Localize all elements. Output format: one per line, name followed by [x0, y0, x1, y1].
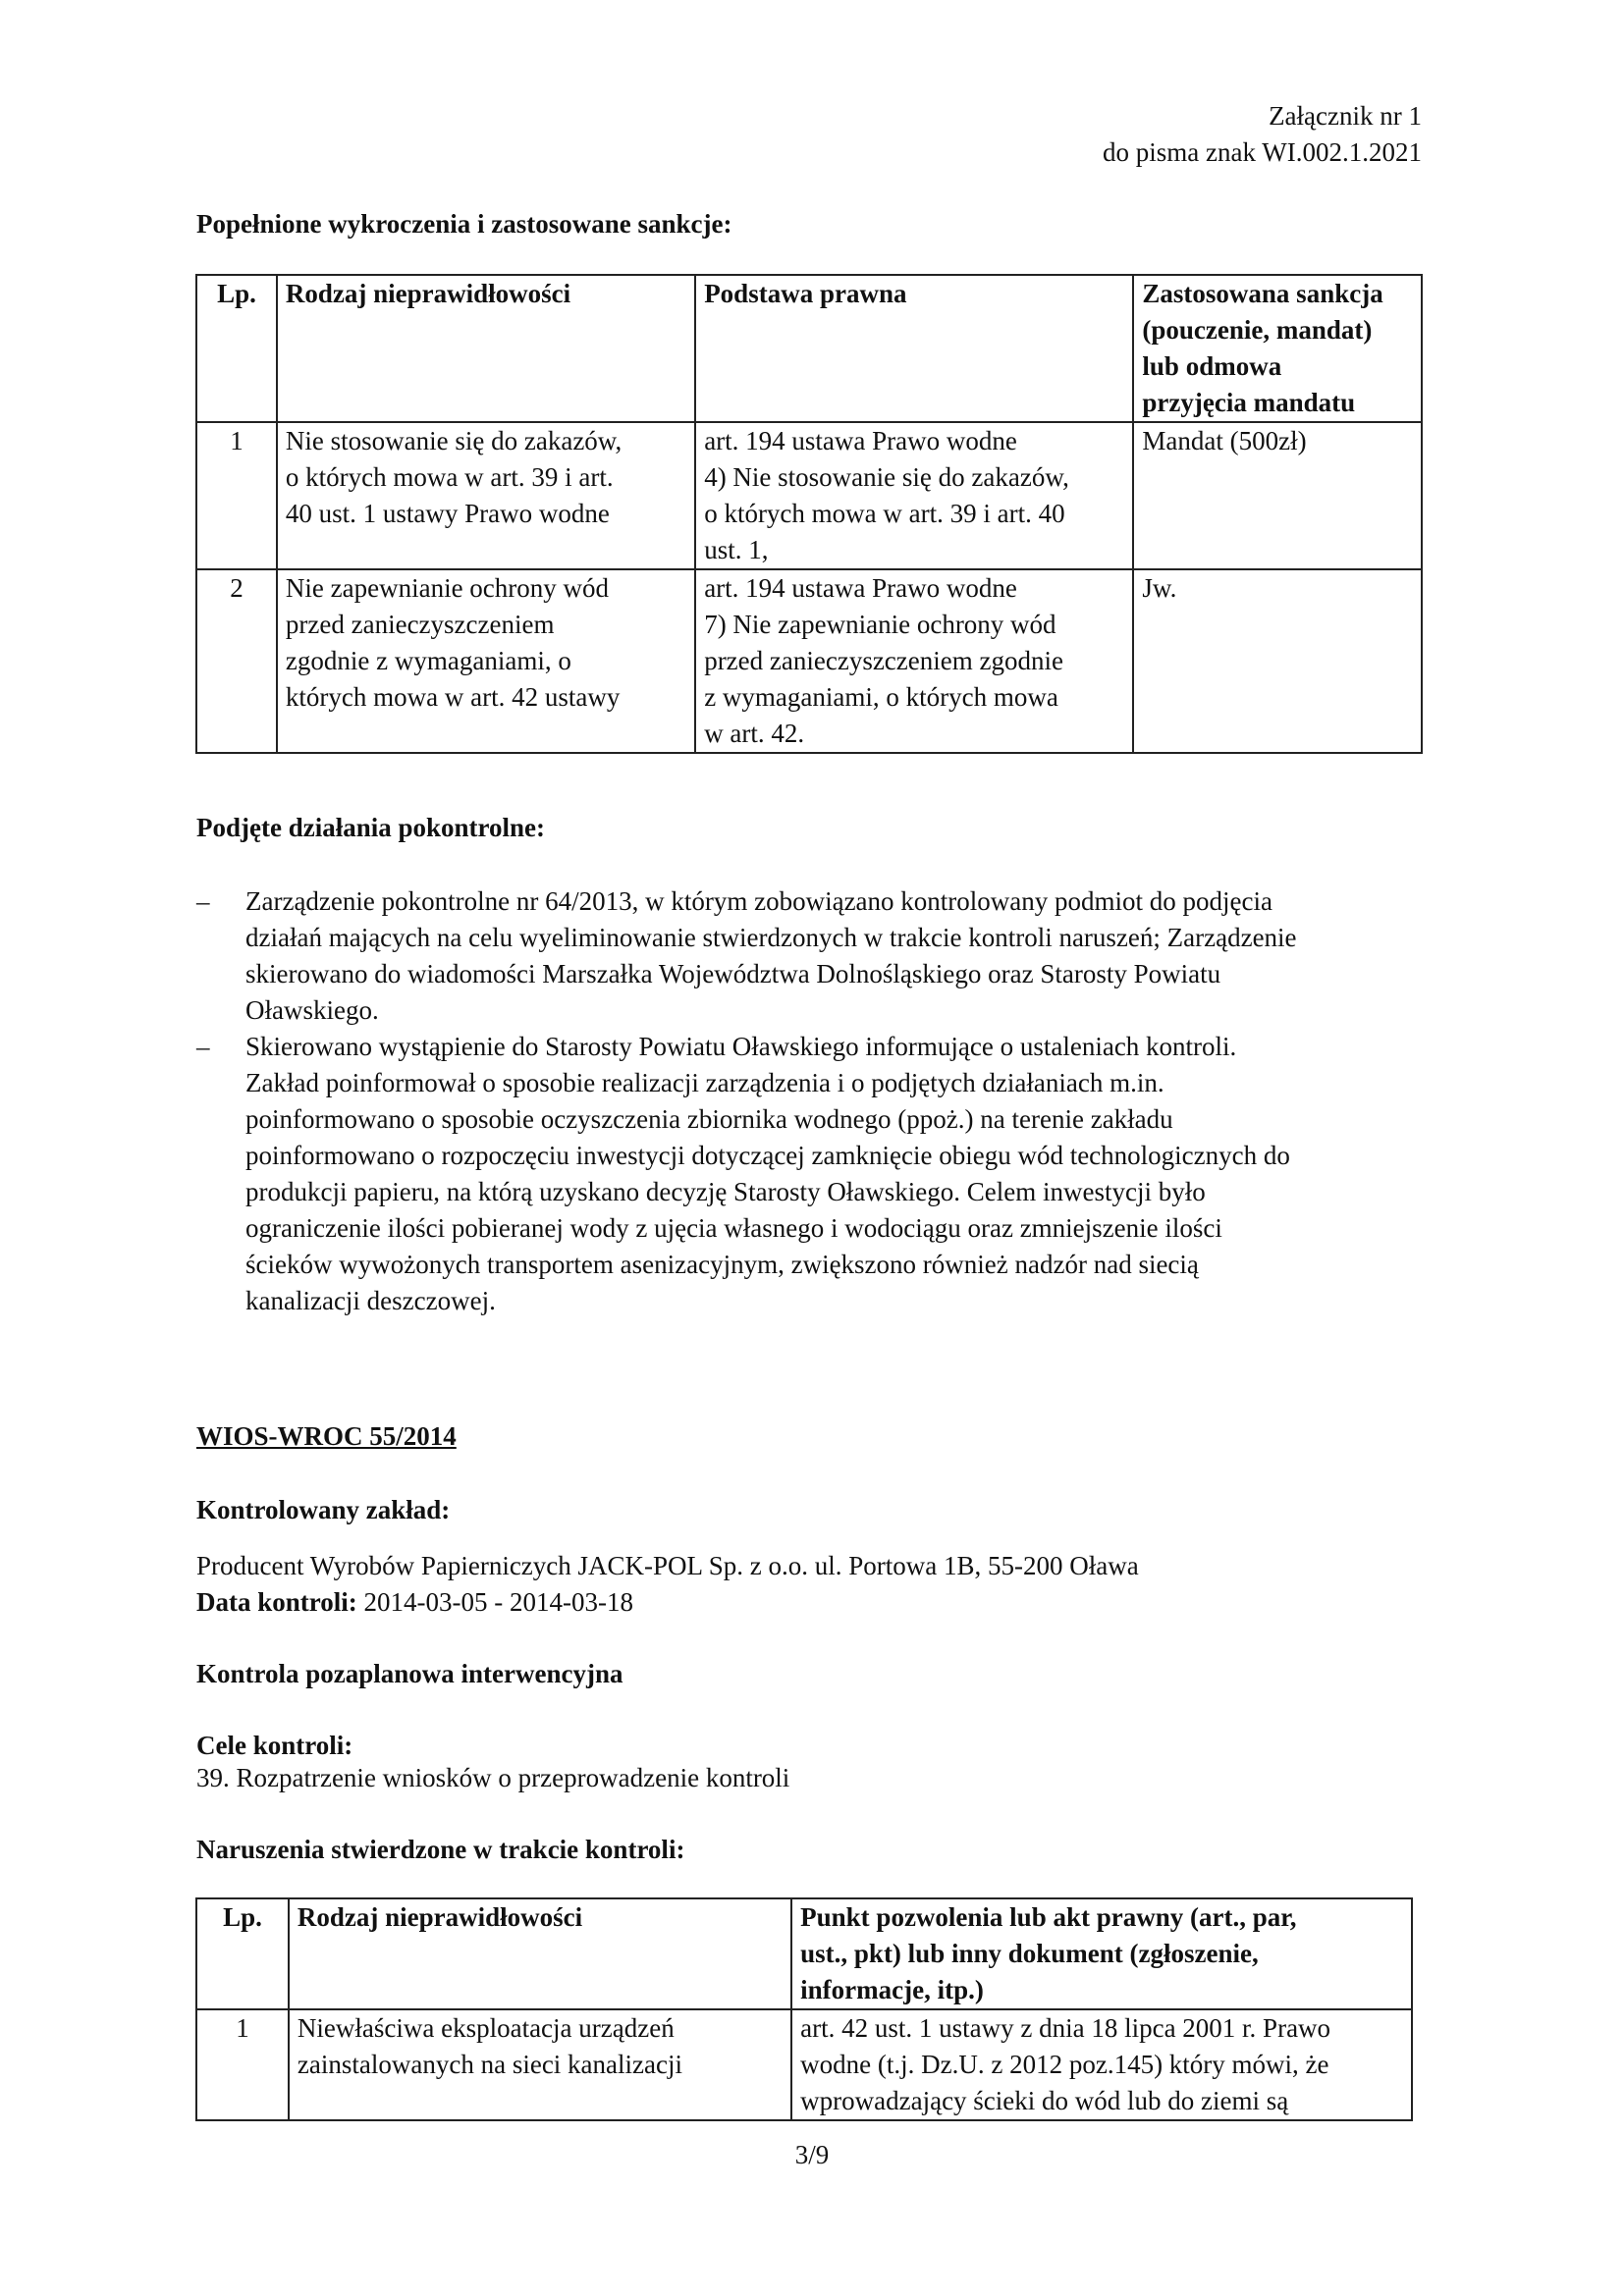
list-item: – Zarządzenie pokontrolne nr 64/2013, w którym zobowiązano kontrolowany podmiot do podjęcia działań mających na celu wyeliminowanie stwierdzonych w trakcie kontroli naruszeń; Zarządzenie skierowano do wiadomości Marszałka Województwa Dolnośląskiego oraz Starosty Powiatu Oławskiego. — [196, 883, 1414, 1029]
row-rodzaj: Nie zapewnianie ochrony wód przed zanieczyszczeniem zgodnie z wymaganiami, o których mowa w art. 42 ustawy — [277, 569, 695, 753]
list-item: – Skierowano wystąpienie do Starosty Powiatu Oławskiego informujące o ustaleniach kontroli. — [196, 1029, 1414, 1065]
header-punkt: Punkt pozwolenia lub akt prawny (art., par, ust., pkt) lub inny dokument (zgłoszenie, informacje, itp.) — [791, 1898, 1412, 2009]
header-rodzaj: Rodzaj nieprawidłowości — [289, 1898, 791, 2009]
attachment-number: Załącznik nr 1 — [1269, 101, 1422, 131]
table-row — [196, 422, 1422, 569]
table-row — [196, 569, 1422, 753]
header-rodzaj: Rodzaj nieprawidłowości — [277, 275, 695, 422]
row-sankcja: Mandat (500zł) — [1133, 422, 1422, 569]
inspection-date-value: 2014-03-05 - 2014-03-18 — [363, 1587, 633, 1617]
row-podstawa: art. 194 ustawa Prawo wodne 7) Nie zapewnianie ochrony wód przed zanieczyszczeniem zgodnie z wymaganiami, o których mowa w art. 42. — [695, 569, 1133, 753]
inspection-goals-label: Cele kontroli: — [196, 1731, 353, 1760]
inspection-code: WIOS-WROC 55/2014 — [196, 1421, 457, 1451]
inspection-date-label: Data kontroli: — [196, 1587, 357, 1617]
post-control-actions — [196, 883, 1414, 1319]
letter-reference: do pisma znak WI.002.1.2021 — [1103, 137, 1422, 167]
row-lp: 1 — [196, 422, 277, 569]
bullet-dash: – — [196, 886, 210, 916]
inspection-goals-value: 39. Rozpatrzenie wniosków o przeprowadzenie kontroli — [196, 1763, 790, 1792]
violations-found-label: Naruszenia stwierdzone w trakcie kontroli: — [196, 1835, 685, 1864]
violations-table — [195, 274, 1423, 754]
row-rodzaj: Nie stosowanie się do zakazów, o których mowa w art. 39 i art. 40 ust. 1 ustawy Prawo wodne — [277, 422, 695, 569]
header-lp: Lp. — [196, 275, 277, 422]
bullet-dash: – — [196, 1032, 210, 1061]
row-lp: 2 — [196, 569, 277, 753]
violations-heading: Popełnione wykroczenia i zastosowane sankcje: — [196, 209, 732, 239]
row-podstawa: art. 194 ustawa Prawo wodne 4) Nie stosowanie się do zakazów, o których mowa w art. 39 i art. 40 ust. 1, — [695, 422, 1133, 569]
row-lp: 1 — [196, 2009, 289, 2120]
row-rodzaj: Niewłaściwa eksploatacja urządzeń zainstalowanych na sieci kanalizacji — [289, 2009, 791, 2120]
inspected-facility: Producent Wyrobów Papierniczych JACK-POL Sp. z o.o. ul. Portowa 1B, 55-200 Oława — [196, 1551, 1139, 1580]
page-number: 3/9 — [794, 2140, 830, 2169]
header-sankcja: Zastosowana sankcja (pouczenie, mandat) lub odmowa przyjęcia mandatu — [1133, 275, 1422, 422]
table-header-row — [196, 1898, 1412, 2009]
header-lp: Lp. — [196, 1898, 289, 2009]
row-sankcja: Jw. — [1133, 569, 1422, 753]
inspected-facility-label: Kontrolowany zakład: — [196, 1495, 451, 1524]
attachment-header — [734, 98, 1422, 171]
header-podstawa: Podstawa prawna — [695, 275, 1133, 422]
inspection-type: Kontrola pozaplanowa interwencyjna — [196, 1659, 623, 1688]
action-description: Zakład poinformował o sposobie realizacji zarządzenia i o podjętych działaniach m.in. poinformowano o sposobie oczyszczenia zbiornika wodnego (ppoż.) na terenie zakładu poinformowano o rozpoczęciu inwestycji dotyczącej zamknięcie obiegu wód technologicznych do produkcji papieru, na którą uzyskano decyzję Starosty Oławskiego. Celem inwestycji było ograniczenie ilości pobieranej wody z ujęcia własnego i wodociągu oraz zmniejszenie ilości ścieków wywożonych transportem asenizacyjnym, zwiększono również nadzór nad siecią kanalizacji deszczowej. — [245, 1068, 1290, 1315]
table-header-row — [196, 275, 1422, 422]
row-punkt: art. 42 ust. 1 ustawy z dnia 18 lipca 2001 r. Prawo wodne (t.j. Dz.U. z 2012 poz.145) który mówi, że wprowadzający ścieki do wód lub do ziemi są — [791, 2009, 1412, 2120]
table-row — [196, 2009, 1412, 2120]
inspection-date-line — [196, 1584, 633, 1621]
post-control-heading: Podjęte działania pokontrolne: — [196, 813, 546, 842]
violations-found-table — [195, 1897, 1413, 2121]
